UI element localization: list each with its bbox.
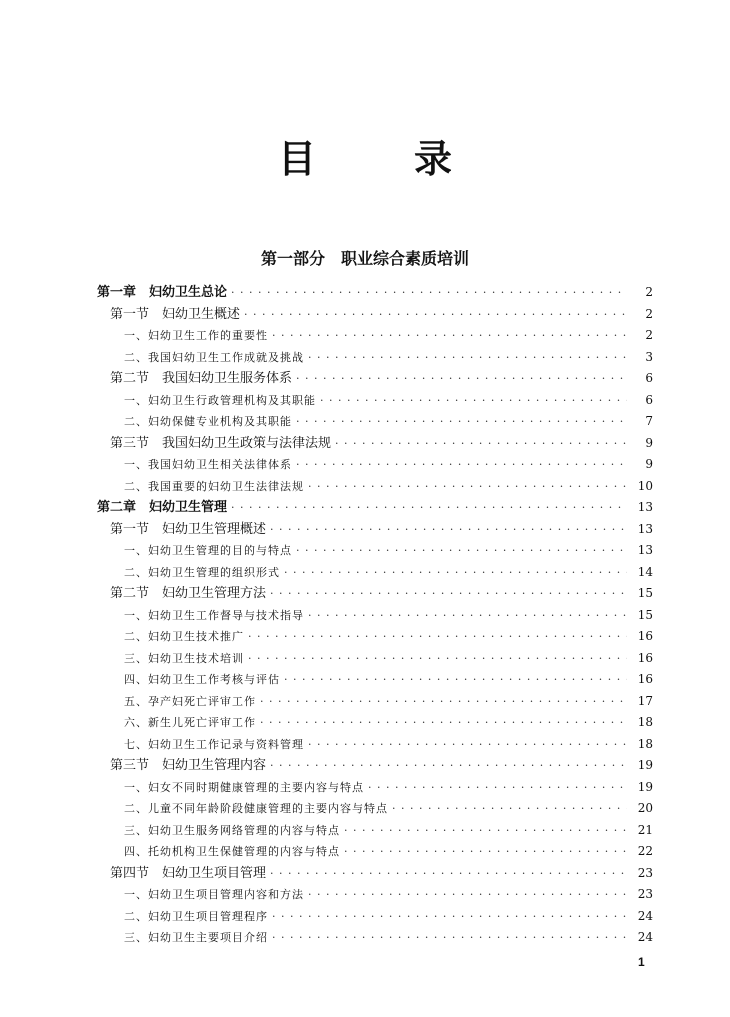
toc-entry-title: 第一节 妇幼卫生概述 <box>110 306 241 322</box>
toc-dot-leader <box>244 304 627 326</box>
toc-subsection-entry[interactable] <box>97 669 653 691</box>
toc-dot-leader <box>308 347 627 369</box>
toc-subsection-entry[interactable] <box>97 906 653 928</box>
toc-entry-title: 二、妇幼卫生项目管理程序 <box>124 909 268 923</box>
toc-entry-title: 第一节 妇幼卫生管理概述 <box>110 521 267 537</box>
toc-entry-page: 7 <box>645 414 653 428</box>
page-title: 目 录 <box>277 136 482 181</box>
toc-dot-leader <box>231 497 627 519</box>
toc-subsection-entry[interactable] <box>97 691 653 713</box>
toc-subsection-entry[interactable] <box>97 777 653 799</box>
toc-dot-leader <box>344 841 627 863</box>
toc-entry-title: 一、妇幼卫生行政管理机构及其职能 <box>124 393 316 407</box>
table-of-contents <box>97 282 653 949</box>
toc-dot-leader <box>320 390 627 412</box>
toc-entry-title: 二、我国重要的妇幼卫生法律法规 <box>124 479 304 493</box>
toc-dot-leader <box>308 884 627 906</box>
toc-entry-title: 二、妇幼保健专业机构及其职能 <box>124 415 292 428</box>
toc-subsection-entry[interactable] <box>97 927 653 949</box>
toc-entry-page: 13 <box>637 500 653 514</box>
toc-entry-page: 15 <box>637 607 653 622</box>
toc-subsection-entry[interactable] <box>97 454 653 476</box>
toc-entry-page: 16 <box>637 672 653 686</box>
toc-entry-title: 五、孕产妇死亡评审工作 <box>124 694 256 708</box>
toc-section-entry[interactable] <box>97 433 653 455</box>
toc-dot-leader <box>270 519 627 541</box>
toc-subsection-entry[interactable] <box>97 884 653 906</box>
toc-section-entry[interactable] <box>97 755 653 777</box>
page-number: 1 <box>638 955 645 969</box>
toc-dot-leader <box>270 583 627 605</box>
toc-entry-page: 13 <box>637 521 653 536</box>
toc-entry-page: 6 <box>645 371 653 385</box>
part-heading: 第一部分 职业综合素质培训 <box>260 249 469 268</box>
toc-entry-title: 一、我国妇幼卫生相关法律体系 <box>124 458 292 471</box>
toc-entry-title: 第二节 妇幼卫生管理方法 <box>110 586 267 601</box>
toc-entry-page: 6 <box>645 392 653 407</box>
toc-entry-title: 三、妇幼卫生服务网络管理的内容与特点 <box>124 823 340 837</box>
toc-dot-leader <box>308 605 627 627</box>
toc-dot-leader <box>296 411 627 433</box>
toc-entry-page: 2 <box>645 328 653 342</box>
toc-subsection-entry[interactable] <box>97 605 653 627</box>
toc-dot-leader <box>284 562 627 584</box>
toc-entry-title: 二、妇幼卫生技术推广 <box>124 630 244 643</box>
toc-subsection-entry[interactable] <box>97 820 653 842</box>
toc-entry-page: 2 <box>645 285 653 299</box>
toc-entry-page: 24 <box>637 908 653 923</box>
toc-dot-leader <box>308 734 627 756</box>
toc-subsection-entry[interactable] <box>97 734 653 756</box>
toc-entry-page: 17 <box>637 693 653 708</box>
toc-dot-leader <box>368 777 627 799</box>
toc-subsection-entry[interactable] <box>97 562 653 584</box>
toc-entry-title: 一、妇幼卫生工作督导与技术指导 <box>124 608 304 622</box>
toc-entry-page: 2 <box>645 306 653 321</box>
toc-entry-page: 14 <box>637 564 653 579</box>
toc-subsection-entry[interactable] <box>97 325 653 347</box>
toc-entry-page: 23 <box>637 887 653 901</box>
toc-entry-title: 第四节 妇幼卫生项目管理 <box>110 865 267 881</box>
toc-entry-title: 第一章 妇幼卫生总论 <box>97 285 228 300</box>
toc-entry-title: 第三节 妇幼卫生管理内容 <box>110 758 267 773</box>
toc-dot-leader <box>344 820 627 842</box>
toc-entry-title: 第二章 妇幼卫生管理 <box>97 500 228 515</box>
toc-dot-leader <box>260 712 627 734</box>
toc-dot-leader <box>392 798 627 820</box>
toc-entry-title: 四、托幼机构卫生保健管理的内容与特点 <box>124 845 340 858</box>
toc-dot-leader <box>260 691 627 713</box>
toc-entry-title: 第二节 我国妇幼卫生服务体系 <box>110 371 293 386</box>
toc-entry-page: 18 <box>637 736 653 751</box>
toc-dot-leader <box>231 282 627 304</box>
toc-dot-leader <box>272 927 627 949</box>
toc-entry-title: 三、妇幼卫生技术培训 <box>124 651 244 665</box>
toc-entry-page: 16 <box>637 650 653 665</box>
toc-entry-page: 18 <box>637 715 653 729</box>
toc-section-entry[interactable] <box>97 304 653 326</box>
toc-entry-title: 一、妇女不同时期健康管理的主要内容与特点 <box>124 780 364 794</box>
toc-subsection-entry[interactable] <box>97 476 653 498</box>
toc-dot-leader <box>272 906 627 928</box>
toc-entry-page: 23 <box>637 865 653 880</box>
toc-entry-page: 24 <box>637 930 653 944</box>
toc-chapter-entry[interactable] <box>97 282 653 304</box>
toc-dot-leader <box>296 454 627 476</box>
toc-dot-leader <box>248 626 627 648</box>
toc-subsection-entry[interactable] <box>97 648 653 670</box>
toc-subsection-entry[interactable] <box>97 712 653 734</box>
toc-dot-leader <box>272 325 627 347</box>
toc-entry-page: 22 <box>637 844 653 858</box>
toc-entry-title: 一、妇幼卫生项目管理内容和方法 <box>124 888 304 901</box>
toc-subsection-entry[interactable] <box>97 390 653 412</box>
toc-entry-title: 六、新生儿死亡评审工作 <box>124 716 256 729</box>
toc-entry-page: 13 <box>637 543 653 557</box>
toc-section-entry[interactable] <box>97 583 653 605</box>
toc-subsection-entry[interactable] <box>97 347 653 369</box>
toc-entry-page: 19 <box>637 758 653 772</box>
toc-entry-title: 第三节 我国妇幼卫生政策与法律法规 <box>110 435 332 451</box>
toc-entry-page: 20 <box>637 801 653 815</box>
toc-entry-title: 二、妇幼卫生管理的组织形式 <box>124 565 280 579</box>
toc-dot-leader <box>308 476 627 498</box>
toc-entry-title: 二、我国妇幼卫生工作成就及挑战 <box>124 350 304 364</box>
toc-entry-title: 三、妇幼卫生主要项目介绍 <box>124 931 268 944</box>
toc-entry-page: 9 <box>645 435 653 450</box>
toc-entry-page: 9 <box>645 457 653 471</box>
toc-dot-leader <box>284 669 627 691</box>
toc-dot-leader <box>335 433 627 455</box>
toc-subsection-entry[interactable] <box>97 841 653 863</box>
toc-entry-title: 二、儿童不同年龄阶段健康管理的主要内容与特点 <box>124 802 388 815</box>
toc-subsection-entry[interactable] <box>97 626 653 648</box>
toc-entry-title: 一、妇幼卫生管理的目的与特点 <box>124 544 292 557</box>
toc-subsection-entry[interactable] <box>97 798 653 820</box>
toc-entry-page: 15 <box>637 586 653 600</box>
toc-entry-page: 19 <box>637 779 653 794</box>
toc-section-entry[interactable] <box>97 863 653 885</box>
toc-entry-title: 一、妇幼卫生工作的重要性 <box>124 329 268 342</box>
toc-entry-page: 16 <box>637 629 653 643</box>
toc-entry-page: 21 <box>637 822 653 837</box>
toc-entry-title: 七、妇幼卫生工作记录与资料管理 <box>124 737 304 751</box>
toc-chapter-entry[interactable] <box>97 497 653 519</box>
toc-entry-page: 10 <box>637 478 653 493</box>
toc-dot-leader <box>248 648 627 670</box>
toc-section-entry[interactable] <box>97 368 653 390</box>
toc-subsection-entry[interactable] <box>97 411 653 433</box>
toc-dot-leader <box>296 540 627 562</box>
toc-dot-leader <box>270 755 627 777</box>
toc-dot-leader <box>296 368 627 390</box>
toc-subsection-entry[interactable] <box>97 540 653 562</box>
toc-section-entry[interactable] <box>97 519 653 541</box>
toc-entry-page: 3 <box>645 349 653 364</box>
toc-entry-title: 四、妇幼卫生工作考核与评估 <box>124 673 280 686</box>
toc-dot-leader <box>270 863 627 885</box>
